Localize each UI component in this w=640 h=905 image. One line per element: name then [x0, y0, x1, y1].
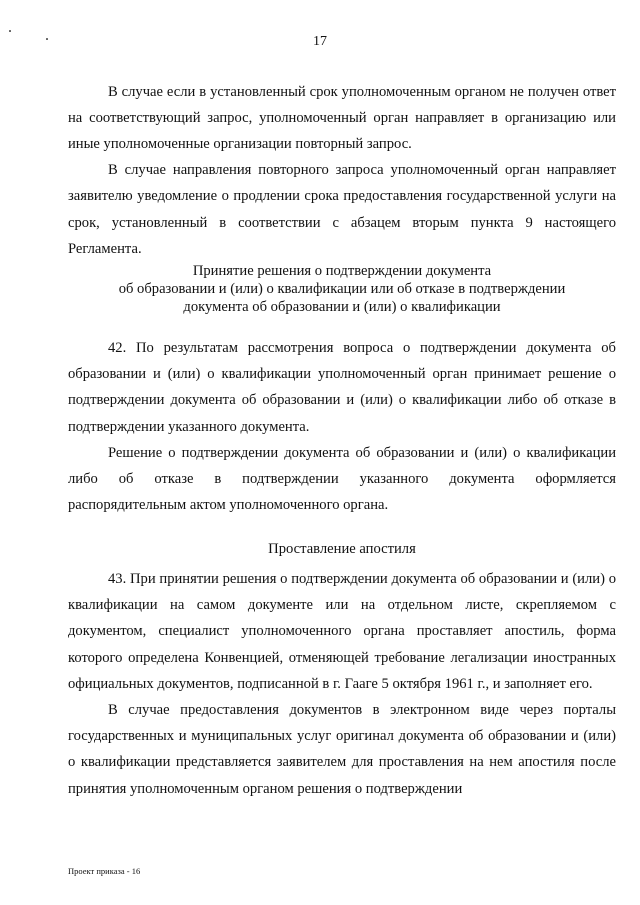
scan-speck: [9, 30, 11, 32]
paragraph: 43. При принятии решения о подтверждении документа об образовании и (или) о квалификации на самом документе или на отдельном листе, скрепляемом с документом, специалист уполномоченного органа проставляет апостиль, форма которого определена Конвенцией, отменяющей требование легализации иностранных официальных документов, подписанной в г. Гааге 5 октября 1961 г., и заполняет его.: [68, 571, 616, 692]
paragraph-block-bottom: [68, 566, 616, 802]
paragraph: Решение о подтверждении документа об образовании и (или) о квалификации либо об отказе в подтверждении указанного документа оформляется распорядительным актом уполномоченного органа.: [68, 444, 616, 514]
section-heading: Проставление апостиля: [268, 541, 416, 557]
paragraph: В случае направления повторного запроса уполномоченный орган направляет заявителю уведомление о продлении срока предоставления государственной услуги на срок, установленный в соответствии с абзацем вторым пункта 9 настоящего Регламента.: [68, 162, 616, 257]
heading-line: Принятие решения о подтверждении документа: [192, 263, 492, 279]
paragraph-block-mid: [68, 335, 616, 518]
section-heading: [68, 262, 616, 316]
page-number: 17: [313, 34, 327, 49]
paragraph: 42. По результатам рассмотрения вопроса о подтверждении документа об образовании и (или) о квалификации уполномоченный орган принимает решение о подтверждении документа об образовании и (или) о квалификации либо об отказе в подтверждении указанного документа.: [68, 340, 616, 435]
paragraph: В случае предоставления документов в электронном виде через порталы государственных и муниципальных услуг оригинал документа об образовании и (или) о квалификации представляется заявителем для проставления на нем апостиля после принятия уполномоченным органом решения о подтверждении: [68, 702, 616, 797]
paragraph: В случае если в установленный срок уполномоченным органом не получен ответ на соответствующий запрос, уполномоченный орган направляет в организацию или иные уполномоченные организации повторный запрос.: [68, 84, 616, 153]
heading-line: документа об образовании и (или) о квалификации: [183, 299, 501, 315]
heading-line: об образовании и (или) о квалификации или об отказе в подтверждении: [118, 281, 566, 297]
paragraph-block-top: [68, 79, 616, 262]
footer-note: Проект приказа - 16: [68, 866, 141, 876]
